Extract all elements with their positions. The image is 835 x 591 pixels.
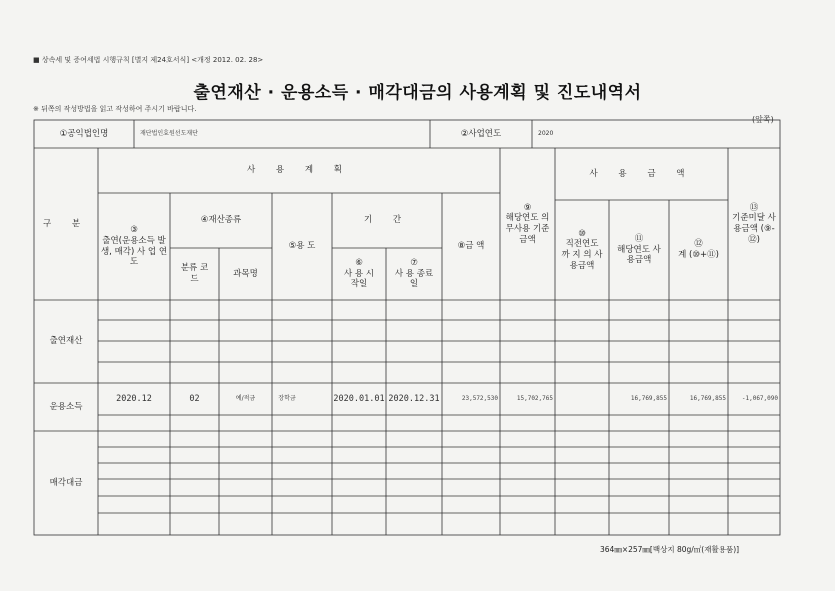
paper-spec: 364㎜×257㎜[백상지 80g/㎡(재활용품)] bbox=[600, 545, 740, 554]
operating-amount: 23,572,530 bbox=[461, 395, 498, 403]
usage-plan-header: 사 용 계 획 bbox=[247, 165, 351, 176]
col6-number: ⑥ bbox=[355, 258, 363, 269]
usage-amount-header: 사 용 금 액 bbox=[589, 168, 694, 179]
col3-label: 출연(운용소득 발생, 매각) 사 업 연 도 bbox=[100, 235, 168, 268]
col4a-header: 분류 코드 bbox=[180, 263, 209, 284]
col9-header bbox=[500, 148, 555, 300]
operating-subject: 예/적금 bbox=[235, 395, 256, 403]
period-header: 기 간 bbox=[363, 215, 411, 226]
col11-label: 해당연도 사용금액 bbox=[617, 244, 661, 266]
col10-header bbox=[555, 200, 609, 300]
operating-current: 16,769,855 bbox=[630, 395, 667, 403]
operating-start: 2020.01.01 bbox=[333, 393, 385, 404]
section-sale: 매각대금 bbox=[49, 477, 83, 488]
col7-label: 사 용 종료일 bbox=[394, 268, 434, 290]
col11-header bbox=[609, 200, 669, 300]
col13-header bbox=[728, 148, 780, 300]
business-year-value: 2020 bbox=[538, 130, 554, 138]
entity-name-value: 재단법인효원선도재단 bbox=[140, 130, 198, 138]
col6-label: 사 용 시작일 bbox=[343, 268, 375, 290]
col10-number: ⑩ bbox=[578, 228, 586, 239]
col4-header: ④재산종류 bbox=[200, 215, 242, 226]
form-reference: ■ 상속세 및 증여세법 시행규칙 [별지 제24호서식] <개정 2012. 02. 28> bbox=[33, 56, 264, 64]
operating-prior bbox=[555, 383, 607, 415]
col12-label: 계 (⑩+⑪) bbox=[678, 250, 719, 260]
operating-mandatory: 15,702,765 bbox=[516, 395, 553, 403]
col7-header bbox=[386, 248, 442, 300]
operating-year: 2020.12 bbox=[116, 393, 152, 404]
col13-label: 기준미달 사용금액 (⑨-⑫) bbox=[732, 213, 776, 245]
col11-number: ⑪ bbox=[634, 234, 644, 245]
page-title: 출연재산 · 운용소득 · 매각대금의 사용계획 및 진도내역서 bbox=[193, 83, 642, 103]
operating-total: 16,769,855 bbox=[689, 395, 726, 403]
entity-name-label: ①공익법인명 bbox=[59, 128, 109, 139]
operating-purpose: 장학금 bbox=[278, 395, 296, 403]
col5-header: ⑤용 도 bbox=[288, 241, 316, 252]
col3-number: ③ bbox=[130, 225, 138, 236]
col3-header bbox=[98, 193, 170, 300]
operating-code: 02 bbox=[189, 393, 200, 404]
col4b-header: 과목명 bbox=[233, 268, 258, 279]
col9-label: 해당연도 의무사용 기준금액 bbox=[505, 213, 550, 245]
instruction-note: ※ 뒤쪽의 작성방법을 읽고 작성하여 주시기 바랍니다. bbox=[33, 105, 197, 113]
section-contributed: 출연재산 bbox=[49, 336, 83, 347]
business-year-label: ②사업연도 bbox=[460, 128, 502, 139]
operating-shortfall: -1,067,090 bbox=[741, 395, 778, 403]
col7-number: ⑦ bbox=[410, 258, 418, 269]
col8-header: ⑧금 액 bbox=[457, 241, 485, 252]
col13-number: ⑬ bbox=[749, 202, 759, 213]
col10-label: 직전연도 까 지 의 사용금액 bbox=[561, 239, 603, 271]
front-page-label: (앞쪽) bbox=[752, 115, 774, 124]
section-operating: 운용소득 bbox=[49, 401, 83, 412]
col12-number: ⑫ bbox=[694, 239, 703, 250]
col9-number: ⑨ bbox=[523, 202, 532, 213]
operating-end: 2020.12.31 bbox=[388, 393, 440, 404]
category-header: 구 분 bbox=[42, 218, 90, 229]
col6-header bbox=[332, 248, 386, 300]
col12-header bbox=[669, 200, 728, 300]
